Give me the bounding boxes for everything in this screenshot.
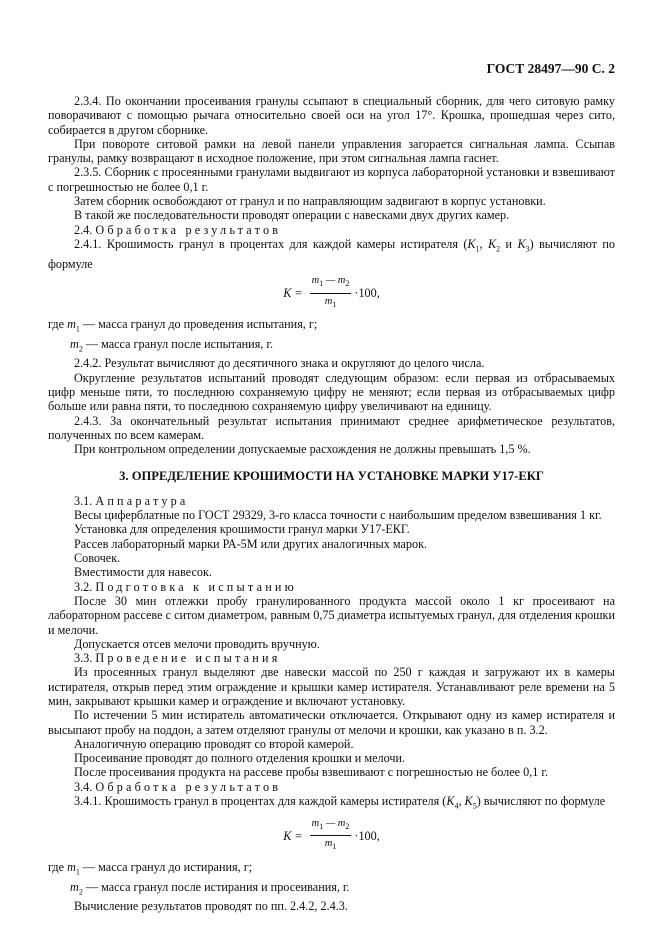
formula2-legend-m1: где $m_1$ — масса гранул до истирания, г;: [48, 859, 253, 877]
paragraph-3-3-e: После просеивания продукта на рассеве пробы взвешивают с погрешностью не более 0,1 г.: [74, 765, 549, 780]
subsection-3-1-heading: 3.1. Аппаратура: [74, 493, 189, 508]
paragraph-3-1-b: Установка для определения крошимости гранул марки У17-ЕКГ.: [74, 522, 410, 537]
subsection-2-4-heading: 2.4. Обработка результатов: [74, 222, 282, 237]
paragraph-2-4-2-b: Округление результатов испытаний проводят следующим образом: если первая из отбрасываемых цифр меньше пяти, то последнюю сохраняемую цифру не меняют; если первая из отбрасываемых цифр больше или равна пяти, то последнюю сохраняемую цифру увеличивают на единицу.: [48, 370, 615, 414]
subsection-3-3-heading: 3.3. Проведение испытания: [74, 651, 281, 666]
fraction: $\frac{m_1 — m_2}{m_1}$: [311, 817, 350, 852]
formula2-legend-m2: $m_2$ — масса гранул после истирания и просеивания, г.: [70, 879, 350, 896]
paragraph-3-3-c: Аналогичную операцию проводят со второй камерой.: [74, 736, 354, 751]
subsection-title: Обработка результатов: [95, 222, 282, 237]
fraction: $\frac{m_1 — m_2}{m_1}$: [311, 275, 350, 309]
paragraph-2-3-5-b: Затем сборник освобождают от гранул и по направляющим задвигают в корпус установки.: [74, 194, 546, 209]
paragraph-2-3-5: 2.3.5. Сборник с просеянными гранулами выдвигают из корпуса лабораторной установки и взвешивают с погрешностью не более 0,1 г.: [48, 165, 615, 194]
paragraph-3-4-1: 3.4.1. Крошимость гранул в процентах для каждой камеры истирателя ($K_4$, $K_5$) вычисляют по формуле: [74, 794, 606, 811]
paragraph-3-2-a: После 30 мин отлежки пробу гранулированного продукта массой около 1 кг просеивают на лабораторном рассеве с ситом диаметром, равным 0,75 диаметра испытуемых гранул, для отделения крошки и мелочи.: [48, 593, 615, 637]
paragraph-3-2-b: Допускается отсев мелочи проводить вручную.: [74, 636, 320, 651]
paragraph-3-3-a: Из просеянных гранул выделяют две навески массой по 250 г каждая и загружают их в камеры истирателя, открыв перед этим ограждение и крышки камер истирателя. Устанавливают реле времени на 5 мин, закрывают крышки камер и ограждение и включают установку.: [48, 665, 615, 708]
subsection-3-4-heading: 3.4. Обработка результатов: [74, 779, 282, 794]
section-3-heading: 3. ОПРЕДЕЛЕНИЕ КРОШИМОСТИ НА УСТАНОВКЕ МАРКИ У17-ЕКГ: [119, 468, 544, 483]
paragraph-2-4-3: 2.4.3. За окончательный результат испытания принимают среднее арифметическое результатов, полученных по всем камерам.: [48, 413, 615, 442]
paragraph-3-3-b: По истечении 5 мин истиратель автоматически отключается. Открывают одну из камер истирателя и высыпают пробу на поддон, а затем отделяют гранулы от мелочи и крошки, как указано в п. 3.2.: [48, 708, 615, 737]
document-body: [48, 94, 615, 914]
paragraph-2-3-4: 2.3.4. По окончании просеивания гранулы ссыпают в специальный сборник, для чего ситовую рамку поворачивают с помощью рычага относительно своей оси на угол 17°. Крошка, прошедшая через сито, собирается в другом сборнике.: [48, 94, 615, 137]
formula-crumbliness-2: K = $\frac{m_1 — m_2}{m_1}$ ·100,: [48, 818, 615, 854]
paragraph-3-4-final: Вычисление результатов проводят по пп. 2.4.2, 2.4.3.: [74, 899, 348, 914]
paragraph-3-1-d: Совочек.: [74, 551, 121, 566]
subsection-3-2-heading: 3.2. Подготовка к испытанию: [74, 579, 297, 594]
paragraph-2-3-4-b: При повороте ситовой рамки на левой панели управления загорается сигнальная лампа. Ссыпав гранулы, рамку возвращают в исходное положение, при этом сигнальная лампа гаснет.: [48, 136, 615, 166]
paragraph-3-3-d: Просеивание проводят до полного отделения крошки и мелочи.: [74, 751, 406, 766]
paragraph-3-1-c: Рассев лабораторный марки РА-5М или других аналогичных марок.: [74, 536, 428, 551]
paragraph-2-3-5-c: В такой же последовательности проводят операции с навесками двух других камер.: [74, 208, 510, 223]
paragraph-3-1-a: Весы циферблатные по ГОСТ 29329, 3-го класса точности с наибольшим пределом взвешивания 1 кг.: [74, 508, 602, 523]
page-header: ГОСТ 28497—90 С. 2: [486, 61, 615, 76]
formula-legend-m2: $m_2$ — масса гранул после испытания, г.: [70, 336, 274, 354]
paragraph-2-4-2: 2.4.2. Результат вычисляют до десятичного знака и округляют до целого числа.: [74, 356, 485, 371]
paragraph-3-1-e: Вместимости для навесок.: [74, 565, 212, 580]
paragraph-2-4-3-b: При контрольном определении допускаемые расхождения не должны превышать 1,5 %.: [74, 442, 531, 457]
paragraph-2-4-1: 2.4.1. Крошимость гранул в процентах для каждой камеры истирателя ($K_1$, $K_2$ и $K_3$) вычисляют по формуле: [48, 236, 615, 271]
formula-crumbliness-1: K = $\frac{m_1 — m_2}{m_1}$ ·100,: [48, 275, 615, 311]
formula-legend-m1: где $m_1$ — масса гранул до проведения испытания, г;: [48, 317, 318, 334]
